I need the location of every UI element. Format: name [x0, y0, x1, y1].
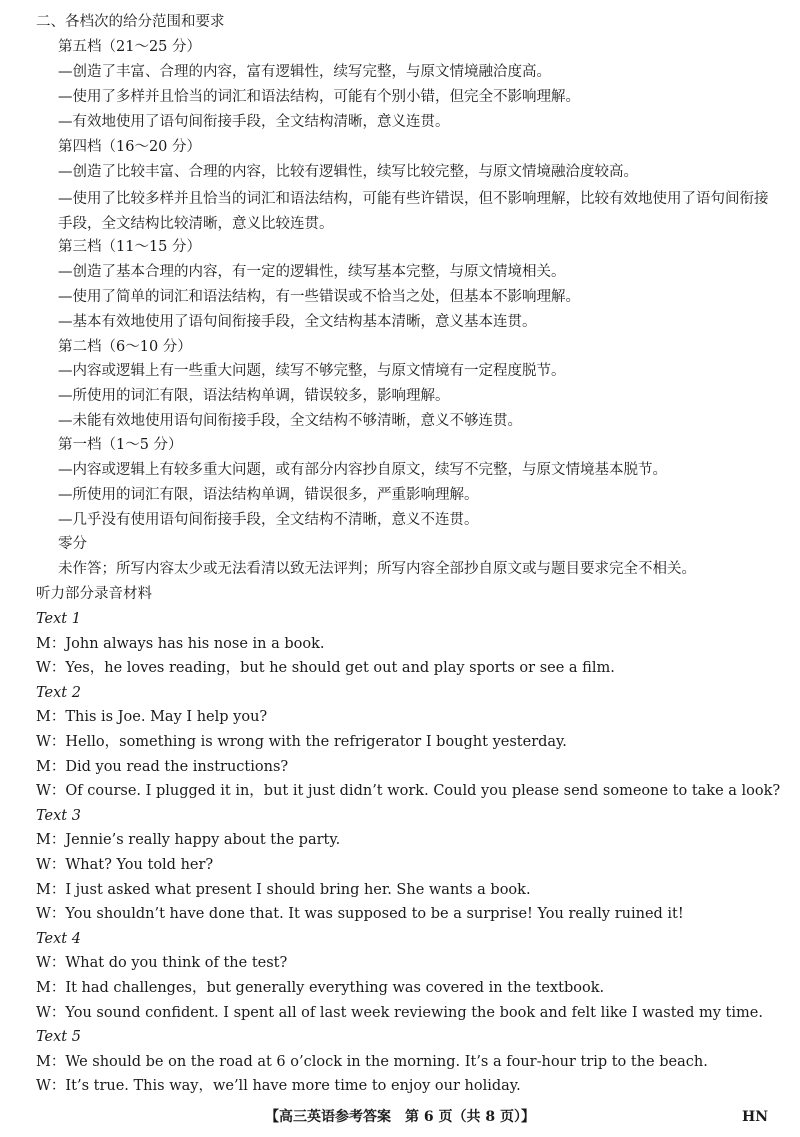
dialogue-line: M：I just asked what present I should bring her. She wants a book.	[36, 882, 531, 898]
dialogue-line: W：Of course. I plugged it in，but it just didn’t work. Could you please send someone to take a look?	[36, 783, 781, 799]
section-heading: 二、各档次的给分范围和要求	[36, 14, 225, 30]
grade-criterion: —基本有效地使用了语句间衔接手段，全文结构基本清晰，意义基本连贯。	[58, 314, 537, 330]
zero-score-title: 零分	[58, 536, 87, 552]
grade-criterion: —创造了丰富、合理的内容，富有逻辑性，续写完整，与原文情境融洽度高。	[58, 64, 551, 80]
footer-page-info: 【高三英语参考答案 第 6 页（共 8 页）】	[265, 1109, 535, 1125]
dialogue-line: W：What? You told her?	[36, 857, 214, 873]
text-label: Text 1	[36, 611, 81, 627]
text-label: Text 4	[36, 931, 81, 947]
grade-criterion: —所使用的词汇有限，语法结构单调，错误较多，影响理解。	[58, 388, 450, 404]
dialogue-line: W：You shouldn’t have done that. It was supposed to be a surprise! You really ruined it!	[36, 906, 684, 922]
footer-region-code: HN	[741, 1109, 768, 1125]
grade-title: 第四档（16～20 分）	[58, 139, 202, 155]
grade-criterion: —未能有效地使用语句间衔接手段，全文结构不够清晰，意义不够连贯。	[58, 413, 522, 429]
grade-criterion: —创造了比较丰富、合理的内容，比较有逻辑性，续写比较完整，与原文情境融洽度较高。	[58, 164, 638, 180]
grade-criterion: —有效地使用了语句间衔接手段，全文结构清晰，意义连贯。	[58, 114, 450, 130]
dialogue-line: W：You sound confident. I spent all of last week reviewing the book and felt like I wasted my time.	[36, 1005, 763, 1021]
dialogue-line: W：What do you think of the test?	[36, 955, 288, 971]
text-label: Text 5	[36, 1029, 81, 1045]
grade-criterion: —使用了比较多样并且恰当的词汇和语法结构，可能有些许错误，但不影响理解，比较有效地使用了语句间衔接手段，全文结构比较清晰，意义比较连贯。	[58, 191, 769, 232]
dialogue-line: M：We should be on the road at 6 o’clock in the morning. It’s a four-hour trip to the beach.	[36, 1054, 708, 1070]
grade-criterion: —所使用的词汇有限，语法结构单调，错误很多，严重影响理解。	[58, 487, 479, 503]
dialogue-line: M：It had challenges，but generally everything was covered in the textbook.	[36, 980, 605, 996]
grade-title: 第三档（11～15 分）	[58, 239, 202, 255]
listening-heading: 听力部分录音材料	[36, 586, 152, 602]
dialogue-line: M：Jennie’s really happy about the party.	[36, 832, 341, 848]
dialogue-line: M：This is Joe. May I help you?	[36, 709, 268, 725]
dialogue-line: W：Yes，he loves reading，but he should get out and play sports or see a film.	[36, 660, 615, 676]
text-label: Text 3	[36, 808, 81, 824]
grade-title: 第五档（21～25 分）	[58, 39, 202, 55]
zero-score-text: 未作答；所写内容太少或无法看清以致无法评判；所写内容全部抄自原文或与题目要求完全不相关。	[58, 561, 696, 577]
grade-criterion: —内容或逻辑上有较多重大问题，或有部分内容抄自原文，续写不完整，与原文情境基本脱节。	[58, 462, 667, 478]
grade-criterion: —几乎没有使用语句间衔接手段，全文结构不清晰，意义不连贯。	[58, 512, 479, 528]
page-footer	[0, 1106, 800, 1128]
grade-criterion: —创造了基本合理的内容，有一定的逻辑性，续写基本完整，与原文情境相关。	[58, 264, 566, 280]
dialogue-line: M：Did you read the instructions?	[36, 759, 289, 775]
grade-title: 第二档（6～10 分）	[58, 339, 192, 355]
grade-criterion: —使用了多样并且恰当的词汇和语法结构，可能有个别小错，但完全不影响理解。	[58, 89, 580, 105]
dialogue-line: W：Hello，something is wrong with the refrigerator I bought yesterday.	[36, 734, 567, 750]
grade-criterion: —使用了简单的词汇和语法结构，有一些错误或不恰当之处，但基本不影响理解。	[58, 289, 580, 305]
grade-title: 第一档（1～5 分）	[58, 437, 183, 453]
text-label: Text 2	[36, 685, 81, 701]
dialogue-line: M：John always has his nose in a book.	[36, 636, 325, 652]
grade-criterion: —内容或逻辑上有一些重大问题，续写不够完整，与原文情境有一定程度脱节。	[58, 363, 566, 379]
dialogue-line: W：It’s true. This way，we’ll have more time to enjoy our holiday.	[36, 1078, 521, 1094]
